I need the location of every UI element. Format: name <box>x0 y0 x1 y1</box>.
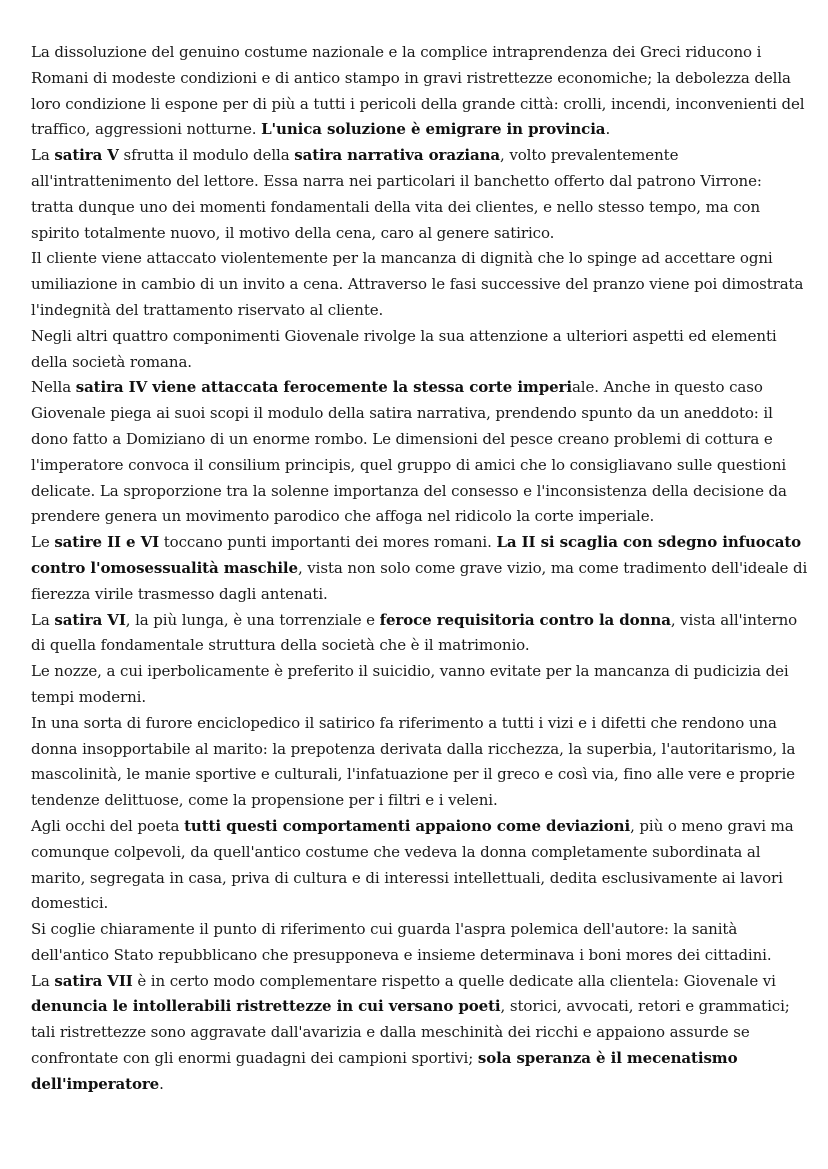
text-run: Le nozze, a cui iperbolicamente è preferito il suicidio, vanno evitate per la mancanza di pudicizia dei tempi moderni. <box>31 662 789 706</box>
bold-text-run: satira narrativa oraziana <box>294 146 501 165</box>
text-run: , storici, avvocati, retori e grammatici; tali ristrettezze sono aggravate dall'avarizia e dalla meschinità dei ricchi e appaiono assurde se confrontate con gli enormi guadagni dei campioni sportivi; <box>31 997 790 1068</box>
paragraph-vices <box>31 711 809 814</box>
paragraph-other-compositions <box>31 324 809 376</box>
text-run: La <box>31 610 55 629</box>
text-run: , vista non solo come grave vizio, ma come tradimento dell'ideale di fierezza virile trasmesso dagli antenati. <box>31 558 808 603</box>
bold-text-run: satira V <box>54 146 119 165</box>
text-run: sfrutta il modulo della <box>118 146 295 165</box>
text-run: , la più lunga, è una torrenziale e <box>125 610 380 629</box>
paragraph-emigration <box>31 40 809 143</box>
text-run: La dissoluzione del genuino costume nazionale e la complice intraprendenza dei Greci riducono i Romani di modeste condizioni e di antico stampo in gravi ristrettezze economiche; la debolezza della loro condizione li espone per di più a tutti i pericoli della grande città: crolli, incendi, inconvenienti del traffico, aggressioni notturne. <box>31 43 805 139</box>
text-run: Negli altri quattro componimenti Giovenale rivolge la sua attenzione a ulteriori aspetti ed elementi della società romana. <box>31 326 777 371</box>
text-run: è in certo modo complementare rispetto a quelle dedicate alla clientela: Giovenale vi <box>132 971 776 990</box>
text-run: , più o meno gravi ma comunque colpevoli, da quell'antico costume che vedeva la donna completamente subordinata al marito, segregata in casa, priva di cultura e di interessi intellettuali, dedita esclusivamente ai lavori domestici. <box>31 816 794 913</box>
bold-text-run: satira VII <box>54 971 133 990</box>
text-run: ale. Anche in questo caso Giovenale piega ai suoi scopi il modulo della satira narrativa, prendendo spunto da un aneddoto: il dono fatto a Domiziano di un enorme rombo. Le dimensioni del pesce creano problemi di cottura e l'imperatore convoca il consilium principis, quel gruppo di amici che lo consigliavano sulle questioni delicate. La sproporzione tra la solenne importanza del consesso e l'inconsistenza della decisione da prendere genera un movimento parodico che affoga nel ridicolo la corte imperiale. <box>31 378 787 526</box>
bold-text-run: denuncia le intollerabili ristrettezze in cui versano poeti <box>31 997 501 1016</box>
text-run: Le <box>31 533 55 552</box>
bold-text-run: sola speranza è il mecenatismo dell'imperatore <box>31 1049 738 1093</box>
paragraph-client-dignity <box>31 246 809 323</box>
bold-text-run: satire II e VI <box>54 533 160 552</box>
paragraph-satira-vii <box>31 969 809 1098</box>
bold-text-run: satira IV viene attaccata ferocemente la stessa corte imperi <box>75 378 572 397</box>
text-run: Si coglie chiaramente il punto di riferimento cui guarda l'aspra polemica dell'autore: la sanità dell'antico Stato repubblicano che presupponeva e insieme determinava i boni mores dei cittadini. <box>31 920 772 964</box>
text-run: La <box>31 146 55 165</box>
text-run: Nella <box>31 378 76 397</box>
text-run: In una sorta di furore enciclopedico il satirico fa riferimento a tutti i vizi e i difetti che rendono una donna insopportabile al marito: la prepotenza derivata dalla ricchezza, la superbia, l'autoritarismo, la mascolinità, le manie sportive e culturali, l'infatuazione per il greco e così via, fino alle vere e proprie tendenze delittuose, come la propensione per i filtri e i veleni. <box>31 713 796 810</box>
bold-text-run: feroce requisitoria contro la donna <box>379 610 671 629</box>
bold-text-run: La II si scaglia con sdegno infuocato contro l'omosessualità maschile <box>31 533 802 577</box>
text-run: . <box>159 1074 164 1093</box>
text-run: Il cliente viene attaccato violentemente per la mancanza di dignità che lo spinge ad accettare ogni umiliazione in cambio di un invito a cena. Attraverso le fasi successive del pranzo viene poi dimostrata l'indegnità del trattamento riservato al cliente. <box>31 249 804 319</box>
text-run: , volto prevalentemente all'intrattenimento del lettore. Essa narra nei particolari il banchetto offerto dal patrono Virrone: tratta dunque uno dei momenti fondamentali della vita dei clientes, e nello stesso tempo, ma con spirito totalmente nuovo, il motivo della cena, caro al genere satirico. <box>31 146 762 242</box>
paragraph-marriage <box>31 659 809 711</box>
bold-text-run: tutti questi comportamenti appaiono come deviazioni <box>184 816 631 835</box>
paragraph-satira-iv <box>31 375 809 530</box>
paragraph-reference-point <box>31 917 809 969</box>
paragraph-satira-v <box>31 143 809 246</box>
bold-text-run: satira VI <box>54 610 126 629</box>
text-run: La <box>31 971 55 990</box>
text-run: . <box>605 120 611 139</box>
bold-text-run: L'unica soluzione è emigrare in provincia <box>261 120 606 139</box>
document-body <box>31 40 809 1098</box>
paragraph-satire-ii-vi <box>31 530 809 607</box>
text-run: Agli occhi del poeta <box>31 816 185 835</box>
text-run: toccano punti importanti dei mores romani. <box>159 533 497 552</box>
text-run: , vista all'interno di quella fondamentale struttura della società che è il matrimonio. <box>31 610 798 655</box>
paragraph-deviations <box>31 814 809 917</box>
paragraph-satira-vi <box>31 608 809 660</box>
